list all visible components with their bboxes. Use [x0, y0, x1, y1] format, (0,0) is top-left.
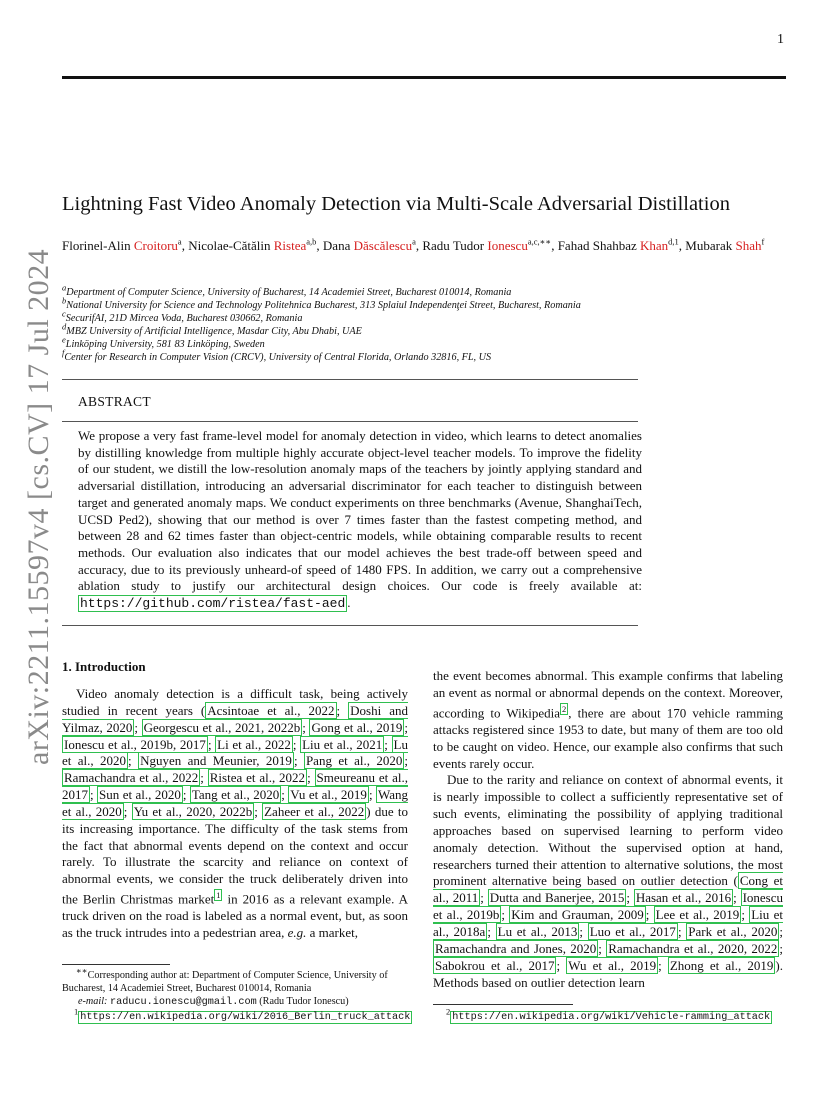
citation-link[interactable]: Dutta and Banerjee, 2015	[489, 890, 625, 906]
author-given-name: Dana	[322, 238, 354, 253]
footnote-mark: 2	[446, 1006, 451, 1017]
text-run: the event becomes abnormal. This example confirms that labeling an event as normal or abnormal depends on the context. Moreover, according to Wikipedia	[433, 668, 783, 721]
affiliation-mark: f	[62, 347, 65, 358]
author-given-name: Florinel-Alin	[62, 238, 134, 253]
author	[558, 238, 679, 253]
author-affiliation-mark: a,c,∗∗	[527, 236, 552, 247]
footnote-ref-1[interactable]: 1	[216, 890, 221, 901]
citation-link[interactable]: Ionescu et al., 2019b, 2017	[64, 736, 206, 752]
right-column	[433, 668, 783, 991]
citation-link[interactable]: Lu et al., 2013	[497, 923, 578, 939]
affiliation	[62, 347, 782, 365]
citation-link[interactable]: Luo et al., 2017	[589, 923, 676, 939]
footnote-mark: 1	[74, 1006, 79, 1017]
citation-link[interactable]: Hasan et al., 2016	[635, 890, 732, 906]
section-heading: 1. Introduction	[62, 659, 146, 674]
abstract-bottom-rule	[62, 625, 638, 626]
affiliations	[62, 282, 782, 364]
abstract-text: We propose a very fast frame-level model for anomaly detection in video, which learns to detect anomalies by distilling knowledge from multiple highly accurate object-level teacher models. To improve the fidelity of our student, we distill the low-resolution anomaly maps of the teachers by jointly applying standard and adversarial distillation, introducing an adversarial discriminator for each teacher to distinguish between target and generated anomaly maps. We conduct experiments on three benchmarks (Avenue, ShanghaiTech, UCSD Ped2), showing that our method is over 7 times faster than the fastest competing method, and between 28 and 62 times faster than object-centric models, while obtaining comparable results to recent methods. Our evaluation also indicates that our model achieves the best trade-off between speed and accuracy, due to its previously unheard-of speed of 1480 FPS. In addition, we carry out a comprehensive ablation study to justify our architectural design choices. Our code is freely available at:	[78, 428, 642, 594]
author-surname: Shah	[735, 238, 762, 253]
footnote-text: Corresponding author at: Department of Computer Science, University of Bucharest, 14 Academiei Street, Bucharest 010014, Romania	[62, 970, 388, 994]
citation-link[interactable]: Liu et al., 2021	[302, 736, 383, 752]
email-line	[62, 995, 408, 1009]
citation-link[interactable]: Smeureanu et al., 2017	[62, 770, 408, 803]
intro-paragraph-3	[433, 772, 783, 991]
email-label: e-mail:	[78, 996, 108, 1007]
author-surname: Ristea	[273, 238, 307, 253]
affiliation	[62, 321, 782, 339]
citation-link[interactable]: Sun et al., 2020	[99, 787, 181, 803]
text-run: ) due to its increasing importance. The difficulty of the task stems from the fact that abnormal events depend on the context and occur rarely. To illustrate the scarcity and reliance on context of abnormal events, we consider the truck deliberately driven into the Berlin Christmas market	[62, 803, 408, 907]
affiliation	[62, 334, 782, 352]
author-affiliation-mark: a,b	[306, 236, 317, 247]
footnote-mark: ∗∗	[76, 965, 88, 976]
text-run: Due to the rarity and reliance on context of abnormal events, it is nearly impossible to collect a sufficiently representative set of such events, eliminating the possibility of applying traditional approaches based on supervised learning to perform video anomaly detection. Without the supervised option at hand, researchers turned their attention to alternative solutions, the most prominent alternative being based on outlier detection (	[433, 772, 783, 889]
corresponding-author-note	[62, 965, 408, 995]
affiliation	[62, 295, 782, 313]
citation-link[interactable]: Ionescu et al., 2019b	[433, 890, 783, 923]
author	[188, 238, 316, 253]
citation-link[interactable]: Georgescu et al., 2021, 2022b	[143, 719, 301, 735]
author	[62, 238, 182, 253]
author-surname: Dăscălescu	[353, 238, 413, 253]
abstract-body: We propose a very fast frame-level model for anomaly detection in video, which learns to detect anomalies by distilling knowledge from multiple highly accurate object-level teacher models. To improve the fidelity of our student, we distill the low-resolution anomaly maps of the teachers by jointly applying standard and adversarial distillation, introducing an adversarial discriminator for each teacher to distinguish between target and generated anomaly maps. We conduct experiments on three benchmarks (Avenue, ShanghaiTech, UCSD Ped2), showing that our method is over 7 times faster than the fastest competing method, and between 28 and 62 times faster than object-centric models, while obtaining comparable results to recent methods. Our evaluation also indicates that our model achieves the best trade-off between speed and accuracy, due to its previously unheard-of speed of 1480 FPS. In addition, we carry out a comprehensive ablation study to justify our architectural design choices. Our code is freely available at: https://github.com/ristea/fast-aed .	[78, 428, 642, 612]
citation-link[interactable]: Ramachandra et al., 2020, 2022	[608, 940, 778, 956]
left-column	[62, 686, 408, 942]
footnote-1	[62, 1006, 411, 1024]
abstract-mid-rule	[62, 421, 638, 422]
citation-link[interactable]: Ristea et al., 2022	[209, 770, 306, 786]
author-surname: Ionescu	[487, 238, 528, 253]
citation-link[interactable]: Liu et al., 2018a	[433, 907, 783, 939]
author-given-name: Fahad Shahbaz	[557, 238, 640, 253]
affiliation-mark: d	[62, 321, 67, 332]
author-affiliation-mark: d,1	[668, 236, 679, 247]
citation-link[interactable]: Yu et al., 2020, 2022b	[133, 803, 253, 819]
affiliation-text: Department of Computer Science, University of Bucharest, 14 Academiei Street, Bucharest 010014, Romania	[66, 287, 512, 298]
intro-paragraph-1	[62, 686, 408, 942]
author-given-name: Radu Tudor	[422, 238, 488, 253]
affiliation-text: Center for Research in Computer Vision (CRCV), University of Central Florida, Orlando 32816, FL, US	[64, 351, 492, 363]
citation-link[interactable]: Li et al., 2022	[217, 736, 291, 752]
footnote-ref-2[interactable]: 2	[562, 703, 567, 714]
email-owner: (Radu Tudor Ionescu)	[256, 996, 349, 1007]
citation-link[interactable]: Wu et al., 2019	[568, 957, 657, 973]
citation-link[interactable]: Zaheer et al., 2022	[264, 803, 365, 819]
citation-link[interactable]: Vu et al., 2019	[290, 787, 367, 803]
affiliation-text: National University for Science and Technology Politehnica Bucharest, 313 Splaiul Independenţei Street, Bucharest, Romania	[66, 299, 581, 311]
text-run: , there are about 170 vehicle ramming attacks registered since 1953 to date, but many of them are too old to be caught on video. Hence, our example also confirms that such events rarely occur.	[433, 705, 783, 771]
citation-list: Acsintoae et al., 2022 ; Doshi and Yilmaz, 2020 ; Georgescu et al., 2021, 2022b ; Gong et al., 2019 ; Ionescu et al., 2019b, 2017 ; Li et al., 2022 ; Liu et al., 2021 ; Lu et al., 2020 ; Nguyen and Meunier, 2019 ; Pang et al., 2020 ; Ramachandra et al., 2022 ; Ristea et al., 2022 ; Smeureanu et al., 2017 ; Sun et al., 2020 ; Tang et al., 2020 ; Vu et al., 2019 ; Wang et al., 2020 ; Yu et al., 2020, 2022b ; Zaheer et al., 2022	[62, 702, 409, 819]
citation-link[interactable]: Acsintoae et al., 2022	[207, 702, 335, 718]
intro-paragraph-2	[433, 668, 783, 772]
text-run: in 2016 as a relevant example. A truck driven on the road is labeled as a normal event, but, as soon as the truck intrudes into a pedestrian area,	[62, 891, 408, 941]
affiliation-mark: b	[62, 295, 67, 306]
citation-link[interactable]: Cong et al., 2011	[433, 873, 783, 906]
author-surname: Khan	[640, 238, 669, 253]
footnotes-right	[446, 1006, 786, 1024]
citation-link[interactable]: Sabokrou et al., 2017	[435, 957, 555, 973]
author-list: Florinel-Alin Croitoru$^a$, Nicolae-Cătălin Ristea$^{a,b}$, Dana Dăscălescu$^a$, Radu Tudor Ionescu$^{a,c,∗∗}$, Fahad Shahbaz Khan$^{d,1}$, Mubarak Shah$^f$	[62, 236, 765, 253]
header-rule	[62, 76, 786, 79]
author-affiliation-mark: f	[761, 236, 765, 247]
citation-list: Cong et al., 2011 ; Dutta and Banerjee, 2015 ; Hasan et al., 2016 ; Ionescu et al., 2019b ; Kim and Grauman, 2009 ; Lee et al., 2019 ; Liu et al., 2018a ; Lu et al., 2013 ; Luo et al., 2017 ; Park et al., 2020 ; Ramachandra and Jones, 2020 ; Ramachandra et al., 2020, 2022 ; Sabokrou et al., 2017 ; Wu et al., 2019 ; Zhong et al., 2019	[433, 873, 783, 973]
page-number: 1	[777, 32, 784, 47]
author-affiliation-mark: a	[177, 236, 182, 247]
citation-link[interactable]: Doshi and Yilmaz, 2020	[62, 702, 408, 735]
citation-link[interactable]: Lu et al., 2020	[62, 736, 408, 769]
citation-link[interactable]: Lee et al., 2019	[655, 907, 740, 923]
affiliation-text: SecurifAI, 21D Mircea Voda, Bucharest 030662, Romania	[65, 312, 303, 324]
citation-link[interactable]: Pang et al., 2020	[305, 753, 403, 769]
citation-link[interactable]: Nguyen and Meunier, 2019	[140, 753, 292, 769]
author-given-name: Nicolae-Cătălin	[188, 238, 274, 253]
author-affiliation-mark: a	[412, 236, 416, 247]
citation-link[interactable]: Zhong et al., 2019	[669, 957, 774, 973]
footnote-rule-right	[433, 1004, 573, 1005]
footnotes-left	[62, 965, 411, 1024]
arxiv-identifier: arXiv:2211.15597v4 [cs.CV] 17 Jul 2024	[22, 248, 55, 765]
affiliation	[62, 308, 782, 326]
affiliation-mark: e	[62, 334, 66, 345]
footnote-2	[446, 1006, 786, 1024]
abstract-heading: ABSTRACT	[78, 394, 151, 409]
author-given-name: Mubarak	[685, 238, 736, 253]
footnote-2-link[interactable]: https://en.wikipedia.org/wiki/Vehicle-ramming_attack	[452, 1012, 771, 1023]
text-run: ). Methods based on outlier detection learn	[433, 957, 783, 990]
citation-link[interactable]: Ramachandra et al., 2022	[64, 770, 199, 786]
citation-link[interactable]: Gong et al., 2019	[311, 719, 403, 735]
citation-link[interactable]: Wang et al., 2020	[62, 787, 408, 819]
affiliation-text: MBZ University of Artificial Intelligence, Masdar City, Abu Dhabi, UAE	[66, 325, 362, 337]
text-run: Video anomaly detection is a difficult task, being actively studied in recent years (	[62, 686, 408, 718]
affiliation-mark: a	[62, 282, 67, 293]
citation-link[interactable]: Park et al., 2020	[688, 923, 778, 939]
author	[422, 238, 551, 253]
author-surname: Croitoru	[133, 238, 178, 253]
text-run: e.g.	[287, 925, 307, 941]
affiliation-mark: c	[62, 308, 66, 319]
author	[685, 238, 764, 253]
code-link[interactable]: https://github.com/ristea/fast-aed	[80, 596, 346, 612]
email-address[interactable]: raducu.ionescu@gmail.com	[109, 997, 257, 1008]
author	[323, 238, 416, 253]
affiliation	[62, 282, 782, 300]
citation-link[interactable]: Kim and Grauman, 2009	[511, 907, 644, 923]
affiliation-text: Linköping University, 581 83 Linköping, Sweden	[65, 338, 265, 350]
footnote-1-link[interactable]: https://en.wikipedia.org/wiki/2016_Berlin_truck_attack	[80, 1012, 411, 1023]
citation-link[interactable]: Tang et al., 2020	[191, 787, 280, 803]
paper-title: Lightning Fast Video Anomaly Detection via Multi-Scale Adversarial Distillation	[62, 193, 730, 215]
citation-link[interactable]: Ramachandra and Jones, 2020	[435, 940, 597, 956]
abstract-top-rule	[62, 379, 638, 380]
text-run: a market,	[306, 925, 359, 941]
